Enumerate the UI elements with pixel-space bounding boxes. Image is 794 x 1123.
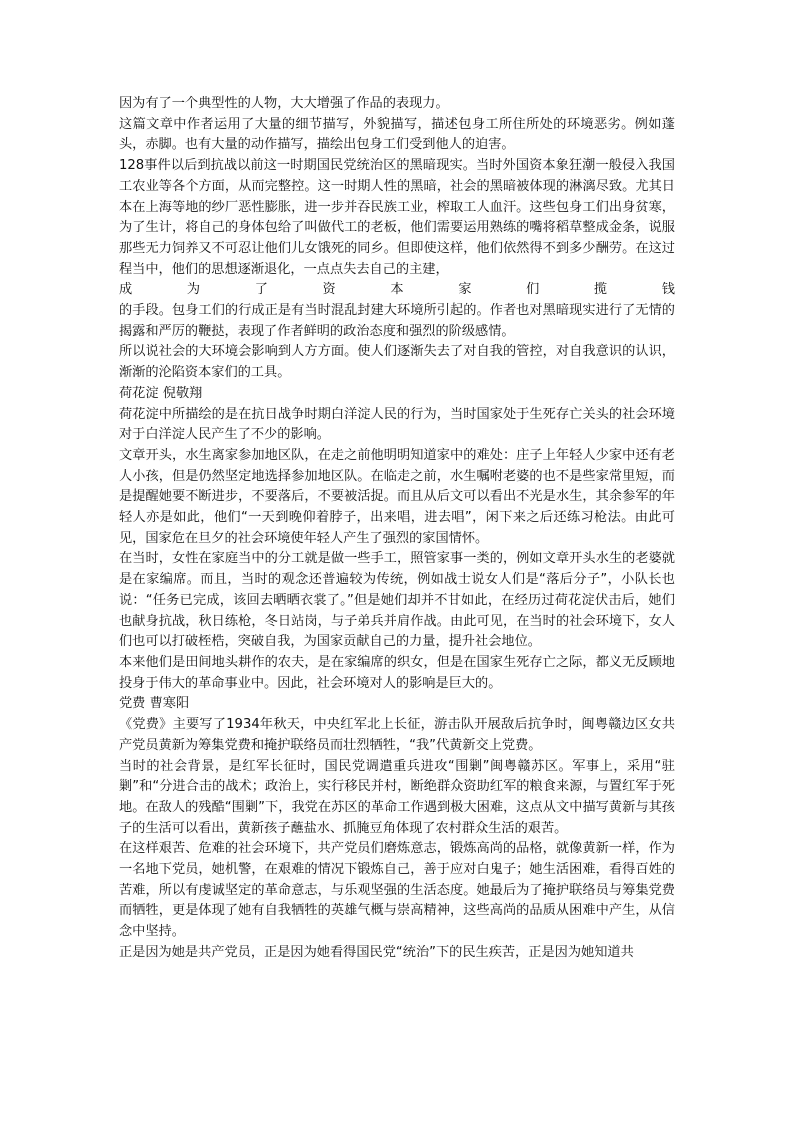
spread-char: 们 <box>526 282 540 298</box>
paragraph: 在这样艰苦、危难的社会环境下，共产党员们磨炼意志，锻炼高尚的品格，就像黄新一样，作为一名地下党员，她机警，在艰难的情况下锻炼自己，善于应对白鬼子；她生活困难，看得百姓的苦难，所以有虔诚坚定的革命意志，与乐观坚强的生活态度。她最后为了掩护联络员与筹集党费而牺牲，更是体现了她有自我牺牲的英雄气概与崇高精神，这些高尚的品质从困难中产生，从信念中坚持。 <box>119 841 675 940</box>
paragraph: 正是因为她是共产党员，正是因为她看得国民党“统治”下的民生疾苦，正是因为她知道共 <box>119 944 634 960</box>
paragraph: 这篇文章中作者运用了大量的细节描写，外貌描写，描述包身工所住所处的环境恶劣。例如蓬头，赤脚。也有大量的动作描写，描绘出包身工们受到他人的迫害。 <box>119 116 675 153</box>
spread-char: 本 <box>390 282 404 298</box>
spread-char: 了 <box>254 282 268 298</box>
document-page <box>119 94 675 964</box>
paragraph: 当时的社会背景，是红军长征时，国民党调遣重兵进攻“围剿”闽粤赣苏区。军事上，采用“驻剿”和“分进合击的战术；政治上，实行移民并村，断绝群众资助红军的粮食来源，与置红军于死地。在敌人的残酷“围剿”下，我党在苏区的革命工作遇到极大困难，这点从文中描写黄新与其孩子的生活可以看出，黄新孩子蘸盐水、抓腌豆角体现了农村群众生活的艰苦。 <box>119 758 675 836</box>
section-heading: 荷花淀 倪敬翔 <box>119 385 203 401</box>
paragraph: 的手段。包身工们的行成正是有当时混乱封建大环境所引起的。作者也对黑暗现实进行了无情的揭露和严厉的鞭挞，表现了作者鲜明的政治态度和强烈的阶级感情。 <box>119 303 675 339</box>
spread-char: 资 <box>322 282 336 298</box>
section-heading: 党费 曹寒阳 <box>119 696 190 712</box>
spread-char: 为 <box>186 282 201 298</box>
justified-line <box>119 280 675 301</box>
spread-char: 家 <box>458 282 472 298</box>
paragraph: 《党费》主要写了1934年秋天，中央红军北上长征，游击队开展敌后抗争时，闽粤赣边区女共产党员黄新为筹集党费和掩护联络员而壮烈牺牲，“我”代黄新交上党费。 <box>119 717 675 753</box>
paragraph: 因为有了一个典型性的人物，大大增强了作品的表现力。 <box>119 96 449 111</box>
spread-char: 揽 <box>593 282 608 298</box>
paragraph: 荷花淀中所描绘的是在抗日战争时期白洋淀人民的行为，当时国家处于生死存亡关头的社会环境对于白洋淀人民产生了不少的影响。 <box>119 406 675 443</box>
spread-char: 成 <box>119 282 133 298</box>
paragraph: 在当时，女性在家庭当中的分工就是做一些手工，照管家事一类的，例如文章开头水生的老婆就是在家编席。而且，当时的观念还普遍较为传统，例如战士说女人们是“落后分子”，小队长也说：“任务已完成，该回去晒晒衣裳了。”但是她们却并不甘如此，在经历过荷花淀伏击后，她们也献身抗战，秋日练枪，冬日站岗，与子弟兵并肩作战。由此可见，在当时的社会环境下，女人们也可以打破桎梏，突破自我，为国家贡献自己的力量，提升社会地位。 <box>119 551 675 650</box>
paragraph: 128事件以后到抗战以前这一时期国民党统治区的黑暗现实。当时外国资本象狂潮一般侵入我国工农业等各个方面，从而完整控。这一时期人性的黑暗，社会的黑暗被体现的淋漓尽致。尤其日本在上海等地的纱厂恶性膨胀，进一步并吞民族工业，榨取工人血汗。这些包身工们出身贫寒，为了生计，将自己的身体包给了叫做代工的老板，他们需要运用熟练的嘴将稻草整成金条，说服那些无力饲养又不可忍让他们儿女饿死的同乡。但即使这样，他们依然得不到多少酬劳。在这过程当中，他们的思想逐渐退化，一点点失去自己的主建， <box>119 158 675 277</box>
paragraph: 所以说社会的大环境会影响到人方方面。使人们逐渐失去了对自我的管控，对自我意识的认识，渐渐的沦陷资本家们的工具。 <box>119 344 675 381</box>
paragraph: 文章开头，水生离家参加地区队，在走之前他明明知道家中的难处：庄子上年轻人少家中还有老人小孩，但是仍然坚定地选择参加地区队。在临走之前，水生嘱咐老婆的也不是些家常里短，而是提醒她要不断进步，不要落后，不要被活捉。而且从后文可以看出不光是水生，其余参军的年轻人亦是如此，他们“一天到晚仰着脖子，出来唱，进去唱”，闲下来之后还练习枪法。由此可见，国家危在旦夕的社会环境使年轻人产生了强烈的家国情怀。 <box>119 447 675 546</box>
spread-char: 钱 <box>661 282 675 298</box>
paragraph: 本来他们是田间地头耕作的农夫，是在家编席的织女，但是在国家生死存亡之际，都义无反顾地投身于伟大的革命事业中。因此，社会环境对人的影响是巨大的。 <box>119 654 675 691</box>
